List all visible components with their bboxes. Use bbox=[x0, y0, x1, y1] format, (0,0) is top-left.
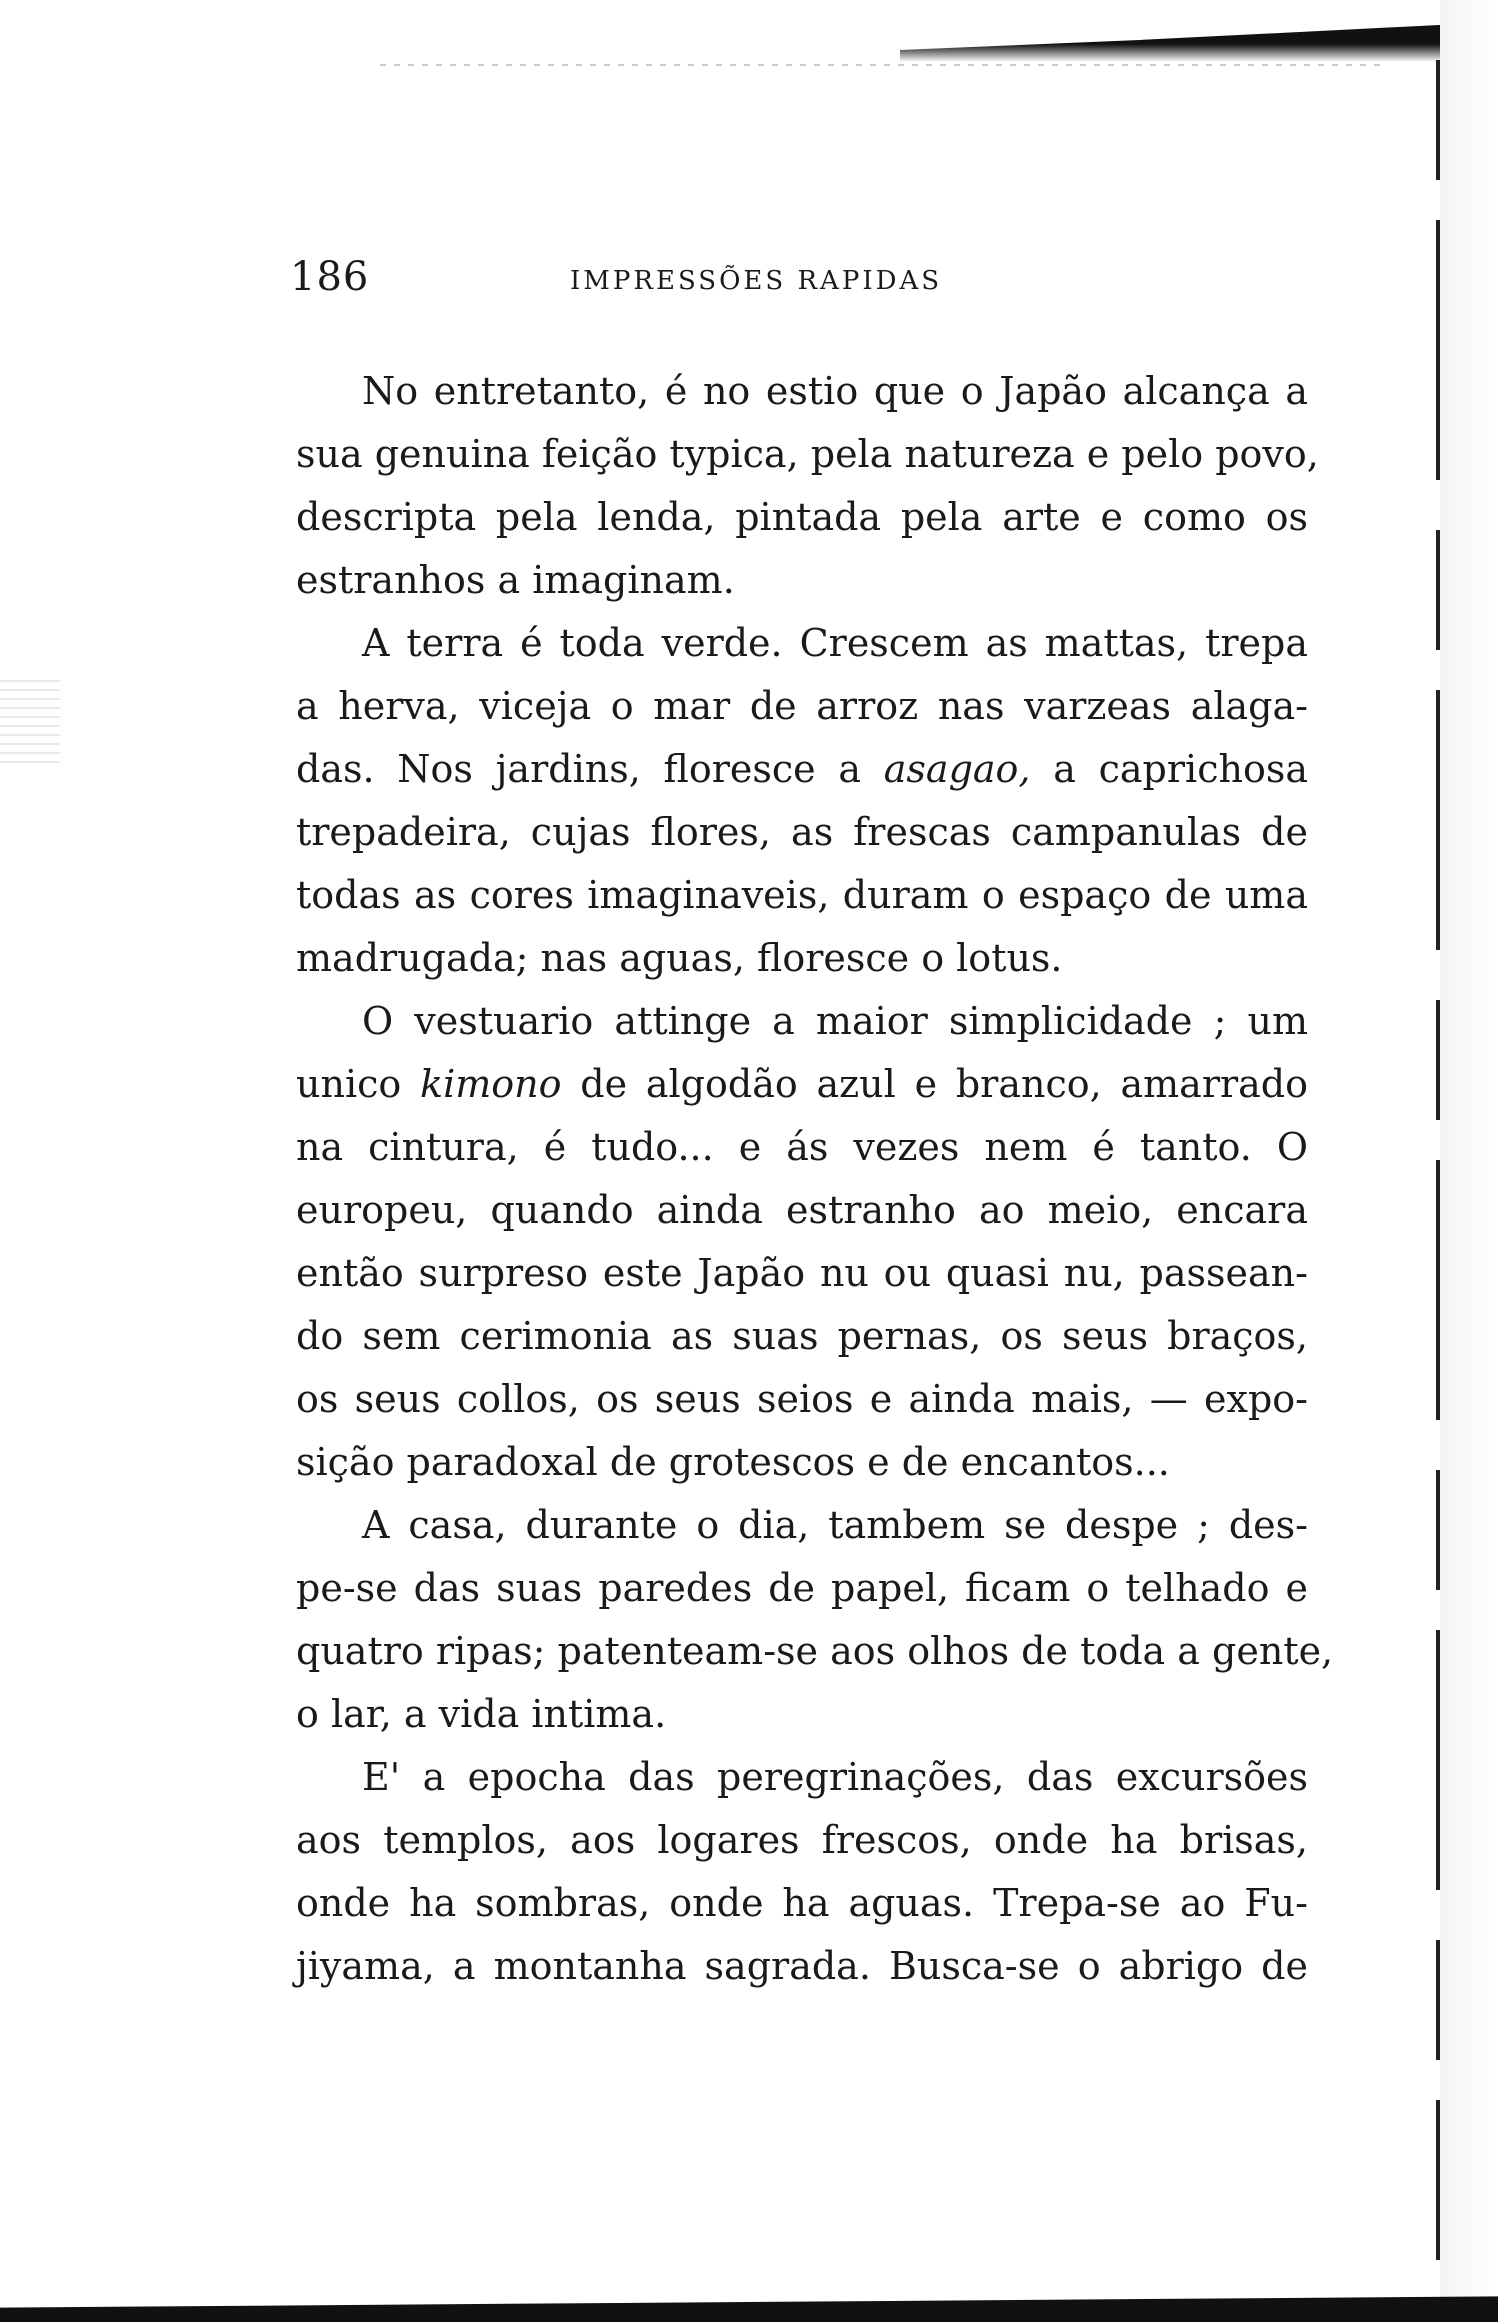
text-line: estranhos a imaginam. bbox=[296, 558, 735, 602]
text-line: os seus collos, os seus seios e ainda mais, — expo- bbox=[296, 1377, 1308, 1421]
scan-edge-top bbox=[900, 22, 1498, 62]
italic-term: asagao, bbox=[883, 747, 1031, 791]
text-line: E' a epocha das peregrinações, das excursões bbox=[362, 1755, 1308, 1799]
text-line: A terra é toda verde. Crescem as mattas, trepa bbox=[362, 621, 1308, 665]
page-header bbox=[290, 254, 1310, 304]
scan-margin-right bbox=[1440, 0, 1498, 2322]
text-line: jiyama, a montanha sagrada. Busca-se o abrigo de bbox=[296, 1944, 1308, 1988]
text-line: pe-se das suas paredes de papel, ficam o telhado e bbox=[296, 1566, 1308, 1610]
text-line: onde ha sombras, onde ha aguas. Trepa-se ao Fu- bbox=[296, 1881, 1308, 1925]
text-line: todas as cores imaginaveis, duram o espaço de uma bbox=[296, 873, 1308, 917]
text-line: a herva, viceja o mar de arroz nas varzeas alaga- bbox=[296, 684, 1308, 728]
text-line: aos templos, aos logares frescos, onde ha brisas, bbox=[296, 1818, 1308, 1862]
text-line: madrugada; nas aguas, floresce o lotus. bbox=[296, 936, 1063, 980]
text-line: trepadeira, cujas flores, as frescas campanulas de bbox=[296, 810, 1308, 854]
text-line: O vestuario attinge a maior simplicidade ; um bbox=[362, 999, 1308, 1043]
italic-term: kimono bbox=[420, 1062, 562, 1106]
scan-edge-right bbox=[1436, 60, 1440, 2260]
body-text bbox=[296, 360, 1334, 1998]
text-line: sição paradoxal de grotescos e de encantos... bbox=[296, 1440, 1170, 1484]
text-line: europeu, quando ainda estranho ao meio, encara bbox=[296, 1188, 1308, 1232]
text-line: descripta pela lenda, pintada pela arte e como os bbox=[296, 495, 1308, 539]
text-line: unico kimono de algodão azul e branco, amarrado bbox=[296, 1062, 1309, 1106]
text-line: No entretanto, é no estio que o Japão alcança a bbox=[362, 369, 1308, 413]
text-line: sua genuina feição typica, pela natureza e pelo povo, bbox=[296, 432, 1319, 476]
scan-edge-bottom bbox=[0, 2290, 1498, 2322]
text-line: quatro ripas; patenteam-se aos olhos de toda a gente, bbox=[296, 1629, 1334, 1673]
scan-rule-top bbox=[380, 64, 1380, 66]
text-line: na cintura, é tudo... e ás vezes nem é tanto. O bbox=[296, 1125, 1308, 1169]
text-line: A casa, durante o dia, tambem se despe ; des- bbox=[362, 1503, 1308, 1547]
text-line: o lar, a vida intima. bbox=[296, 1692, 667, 1736]
text-line: do sem cerimonia as suas pernas, os seus braços, bbox=[296, 1314, 1308, 1358]
scan-specks-left bbox=[0, 680, 60, 770]
running-head: IMPRESSÕES RAPIDAS bbox=[570, 266, 943, 296]
text-line: das. Nos jardins, floresce a asagao, a caprichosa bbox=[296, 747, 1308, 791]
text-line: então surpreso este Japão nu ou quasi nu, passean- bbox=[296, 1251, 1308, 1295]
page-number: 186 bbox=[290, 254, 370, 300]
